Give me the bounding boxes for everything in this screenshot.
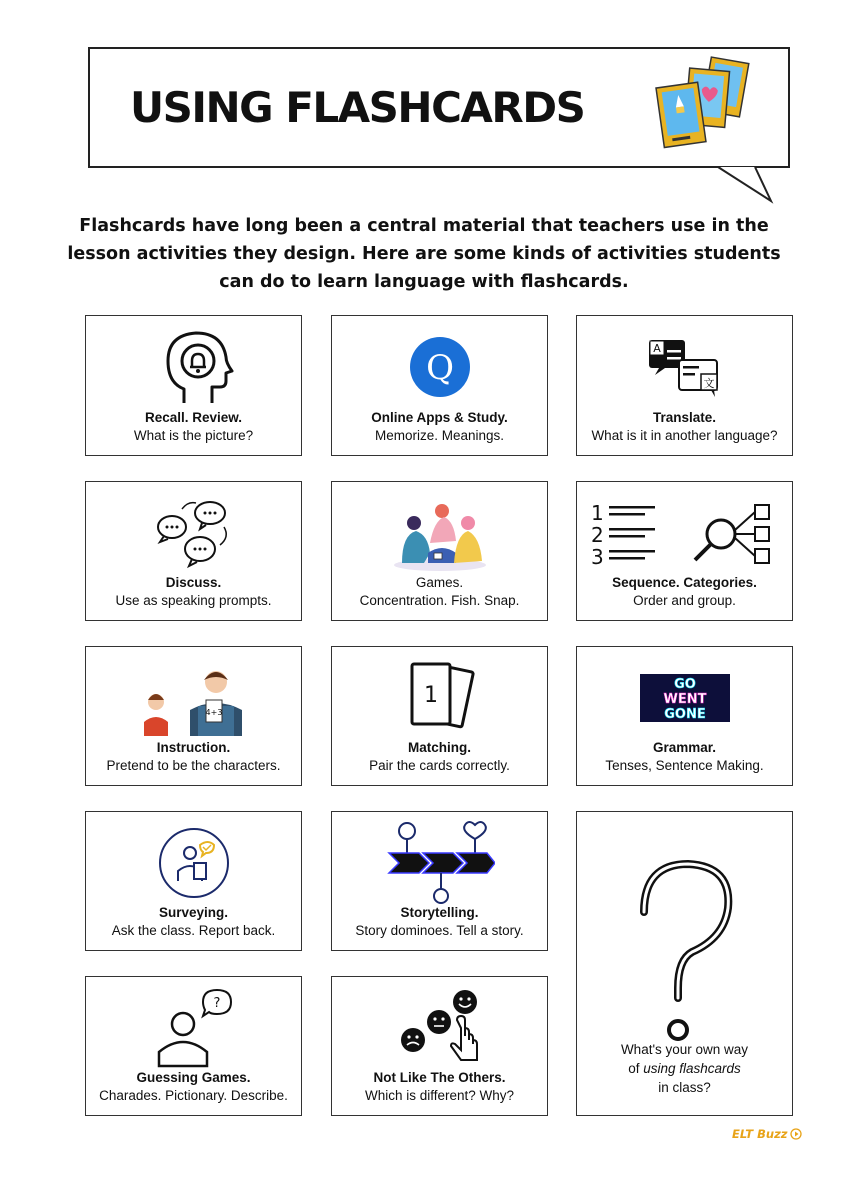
survey-person-icon: [156, 825, 232, 901]
card-desc: Pair the cards correctly.: [369, 758, 510, 773]
brand-logo: ELT Buzz: [732, 1127, 802, 1141]
cards-icon: [400, 658, 480, 738]
translate-icon: [645, 332, 725, 402]
card-online-apps: [331, 315, 548, 456]
story-flow-icon: [385, 821, 495, 905]
card-desc: What is it in another language?: [591, 428, 778, 443]
svg-text:WENT: WENT: [663, 692, 706, 707]
thinking-person-icon: [149, 988, 239, 1068]
card-desc: Tenses, Sentence Making.: [605, 758, 764, 773]
card-matching: [331, 646, 548, 786]
card-not-like-others: [331, 976, 548, 1116]
card-title: Online Apps & Study.: [371, 410, 508, 425]
card-own-way: [576, 811, 793, 1116]
teacher-child-icon: [134, 660, 254, 736]
svg-text:GO: GO: [673, 677, 696, 692]
svg-text:?: ?: [213, 996, 220, 1011]
speech-bubbles-icon: [154, 497, 234, 569]
card-instruction: [85, 646, 302, 786]
own-way-text: What's your own way of using flashcards in class?: [620, 1042, 749, 1095]
svg-text:1: 1: [590, 501, 604, 525]
emoji-pointer-icon: [395, 988, 485, 1068]
card-title: Translate.: [652, 410, 717, 425]
svg-text:GONE: GONE: [663, 707, 706, 722]
card-title: Storytelling.: [400, 905, 479, 920]
play-icon: [790, 1128, 802, 1140]
card-title: Not Like The Others.: [373, 1070, 506, 1085]
svg-text:4+3: 4+3: [205, 708, 222, 717]
card-storytelling: [331, 811, 548, 951]
card-discuss: [85, 481, 302, 621]
svg-text:Q: Q: [425, 348, 454, 388]
card-title: Discuss.: [165, 575, 222, 590]
card-surveying: [85, 811, 302, 951]
card-desc: Story dominoes. Tell a story.: [355, 923, 524, 938]
card-games: [331, 481, 548, 621]
svg-text:3: 3: [590, 545, 604, 568]
card-title: Recall. Review.: [144, 410, 243, 425]
svg-text:1: 1: [423, 683, 438, 708]
card-recall: [85, 315, 302, 456]
card-desc: Which is different? Why?: [364, 1088, 515, 1103]
card-title: Games.: [415, 575, 464, 590]
card-title: Instruction.: [156, 740, 231, 755]
children-playing-icon: [390, 493, 490, 573]
card-title: Grammar.: [652, 740, 717, 755]
card-title: Sequence. Categories.: [612, 575, 757, 590]
card-title: Matching.: [408, 740, 471, 755]
card-desc: Ask the class. Report back.: [111, 923, 276, 938]
card-desc: What is the picture?: [133, 428, 254, 443]
svg-text:A: A: [652, 342, 661, 355]
svg-text:文: 文: [703, 377, 714, 390]
list-search-icon: [585, 498, 785, 568]
card-desc: Pretend to be the characters.: [106, 758, 281, 773]
quizlet-app-icon: [408, 335, 472, 399]
intro-paragraph: Flashcards have long been a central material that teachers use in the lesson activities they design. Here are some kinds of activities students can do to learn language with flashcards.: [67, 216, 781, 292]
card-title: Surveying.: [158, 905, 229, 920]
svg-text:2: 2: [590, 523, 604, 547]
card-desc: Concentration. Fish. Snap.: [359, 593, 520, 608]
card-desc: Order and group.: [633, 593, 736, 608]
card-title: Guessing Games.: [136, 1070, 251, 1085]
head-bell-icon: [154, 327, 234, 407]
grammar-words-icon: [630, 666, 740, 730]
card-desc: Use as speaking prompts.: [115, 593, 272, 608]
flashcards-icon: [655, 55, 755, 155]
card-grammar: [576, 646, 793, 786]
card-translate: [576, 315, 793, 456]
card-desc: Memorize. Meanings.: [374, 428, 505, 443]
card-sequence: [576, 481, 793, 621]
page-title: USING FLASHCARDS: [130, 83, 585, 132]
card-guessing-games: [85, 976, 302, 1116]
card-desc: Charades. Pictionary. Describe.: [99, 1088, 288, 1103]
question-mark-icon: [630, 852, 740, 1042]
